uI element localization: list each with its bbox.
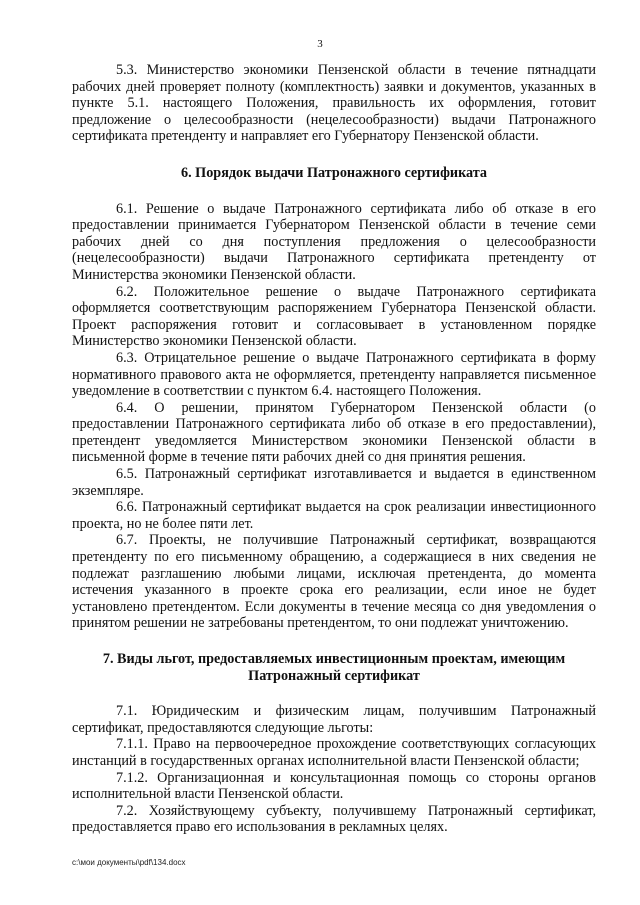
paragraph-6-6: 6.6. Патронажный сертификат выдается на срок реализации инвестиционного проекта, но не более пяти лет.: [72, 499, 596, 532]
section-7-heading-line2: Патронажный сертификат: [248, 667, 420, 684]
paragraph-7-2: 7.2. Хозяйствующему субъекту, получившему Патронажный сертификат, предоставляется право его использования в рекламных целях.: [72, 802, 596, 836]
paragraph-5-3: 5.3. Министерство экономики Пензенской области в течение пятнадцати рабочих дней проверяет полноту (комплектность) заявки и документов, указанных в пункте 5.1. настоящего Положения, правильность их оформления, готовит предложение о целесообразности (нецелесообразности) выдачи Патронажного сертификата претенденту и направляет его Губернатору Пензенской области.: [72, 62, 596, 145]
document-body: [72, 62, 596, 836]
paragraph-6-1: 6.1. Решение о выдаче Патронажного сертификата либо об отказе в его предоставлении принимается Губернатором Пензенской области в течение семи рабочих дней со дня поступления предложения о целесообразности (нецелесообразности) выдачи Патронажного сертификата претенденту от Министерства экономики Пензенской области.: [72, 200, 596, 283]
paragraph-6-5: 6.5. Патронажный сертификат изготавливается и выдается в единственном экземпляре.: [72, 466, 596, 499]
paragraph-6-7: 6.7. Проекты, не получившие Патронажный сертификат, возвращаются претенденту по его письменному обращению, а содержащиеся в них сведения не подлежат разглашению любыми лицами, исключая претендента, до момента истечения указанного в проекте срока его реализации, если иное не будет установлено претендентом. Если документы в течение месяца со дня уведомления о принятом решении не затребованы претендентом, то они подлежат уничтожению.: [72, 532, 596, 632]
paragraph-7-1: 7.1. Юридическим и физическим лицам, получившим Патронажный сертификат, предоставляются следующие льготы:: [72, 703, 596, 736]
paragraph-7-1-2: 7.1.2. Организационная и консультационная помощь со стороны органов исполнительной власти Пензенской области.: [72, 769, 596, 803]
paragraph-6-4: 6.4. О решении, принятом Губернатором Пензенской области (о предоставлении Патронажного сертификата либо об отказе в его предоставлении), претендент уведомляется Министерством экономики Пензенской области в письменной форме в течение пяти рабочих дней со дня принятия решения.: [72, 399, 596, 466]
section-7-heading-line1: 7. Виды льгот, предоставляемых инвестиционным проектам, имеющим: [102, 651, 566, 667]
paragraph-6-3: 6.3. Отрицательное решение о выдаче Патронажного сертификата в форму нормативного правового акта не оформляется, претенденту направляется письменное уведомление в соответствии с пунктом 6.4. настоящего Положения.: [72, 349, 596, 400]
section-7-heading: [72, 651, 596, 684]
section-6-heading: 6. Порядок выдачи Патронажного сертификата: [180, 164, 487, 181]
paragraph-7-1-1: 7.1.1. Право на первоочередное прохождение соответствующих согласующих инстанций в государственных органах исполнительной власти Пензенской области;: [72, 736, 596, 769]
paragraph-6-2: 6.2. Положительное решение о выдаче Патронажного сертификата оформляется соответствующим распоряжением Губернатора Пензенской области. Проект распоряжения готовит и согласовывает в установленном порядке Министерство экономики Пензенской области.: [72, 283, 596, 350]
footer-file-path: c:\мои документы\pdf\134.docx: [72, 858, 186, 867]
page-number: 3: [317, 38, 323, 50]
